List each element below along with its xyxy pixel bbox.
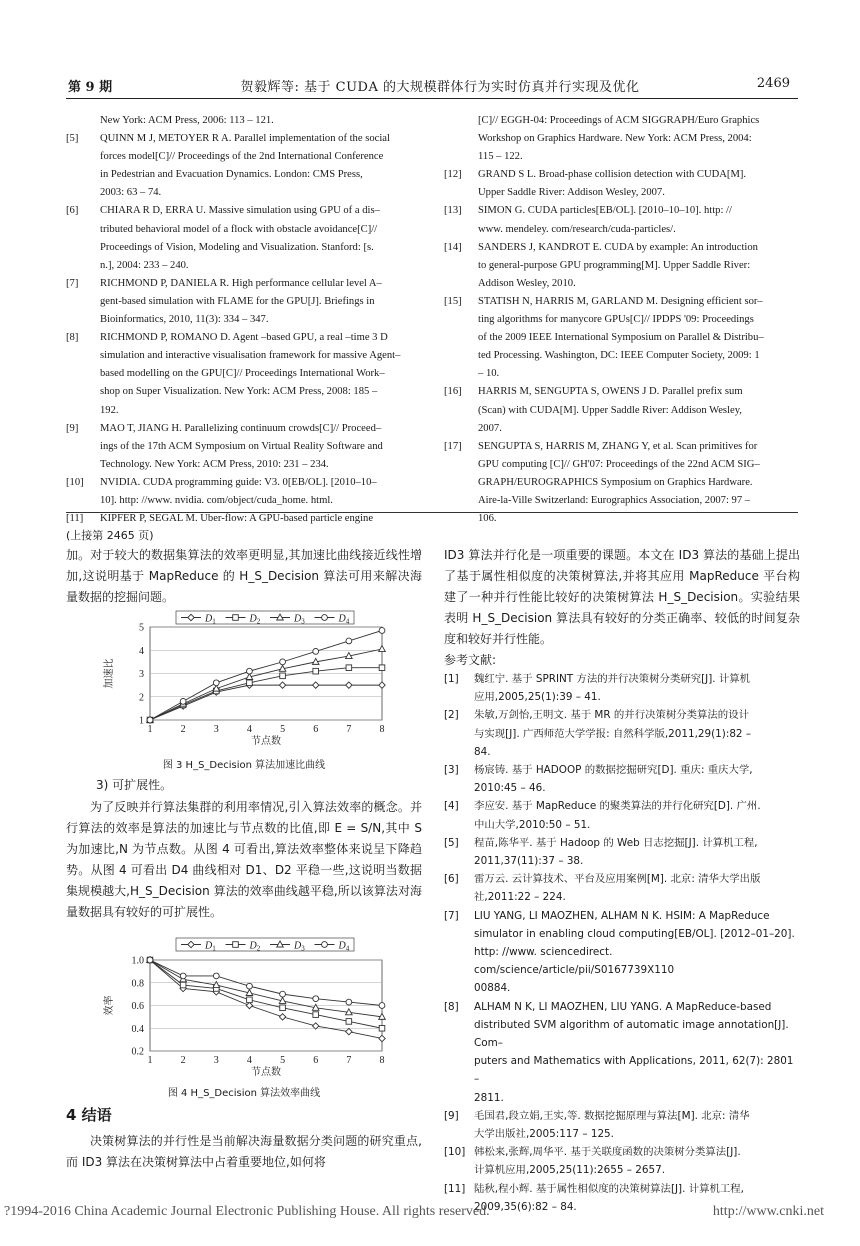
data-point (346, 1028, 352, 1034)
reference-line: 杨宸铸. 基于 HADOOP 的数据挖掘研究[D]. 重庆: 重庆大学, (474, 764, 753, 777)
reference-line: CHIARA R D, ERRA U. Massive simulation using GPU of a dis– (100, 205, 380, 217)
reference-line: http: //www. sciencedirect. com/science/article/pii/S0167739X110 (474, 946, 675, 977)
reference-line: distributed SVM algorithm of automatic image annotation[J]. Com– (474, 1018, 789, 1050)
copyright-notice: ?1994-2016 China Academic Journal Electronic Publishing House. All rights reserved. (4, 1204, 490, 1219)
data-point (247, 668, 253, 674)
reference-number: [10] (66, 476, 84, 488)
reference-entry (66, 420, 422, 474)
reference-line: [C]// EGGH-04: Proceedings of ACM SIGGRAPH/Euro Graphics (478, 115, 760, 126)
reference-line: 应用,2005,25(1):39 – 41. (474, 691, 601, 704)
data-point (147, 957, 153, 963)
y-tick-label: 1.0 (131, 955, 144, 967)
y-tick-label: 5 (139, 622, 144, 634)
legend-label: $D_1$ (205, 613, 216, 626)
data-point (313, 668, 319, 674)
figure-3-speedup-chart (102, 607, 392, 754)
references-heading: 参考文献: (444, 653, 497, 667)
reference-number: [9] (444, 1109, 459, 1122)
data-point (246, 1002, 252, 1008)
reference-line: 192. (100, 404, 119, 416)
reference-entry (66, 130, 422, 202)
legend-marker (233, 942, 239, 948)
reference-line: Upper Saddle River: Addison Wesley, 2007. (478, 187, 665, 199)
data-point (379, 682, 385, 688)
reference-number: [1] (444, 673, 459, 685)
data-point (313, 682, 319, 688)
data-point (280, 1005, 286, 1011)
reference-entry (444, 761, 800, 797)
legend-label: $D_2$ (249, 613, 261, 626)
reference-number: [7] (66, 277, 79, 289)
reference-line: based modelling on the GPU[C]// Proceedings International Work– (100, 368, 385, 380)
reference-line: 2010:45 – 46. (474, 782, 546, 795)
y-tick-label: 0.6 (131, 1001, 144, 1012)
reference-line: 115 – 122. (478, 151, 523, 163)
x-tick-label: 6 (313, 1055, 319, 1066)
reference-line: of the 2009 IEEE International Symposium on Parallel & Distribu– (478, 332, 764, 344)
data-point (379, 1025, 385, 1031)
data-point (180, 982, 186, 988)
figure-4-efficiency-chart (102, 932, 392, 1082)
reference-line: STATISH N, HARRIS M, GARLAND M. Designing efficient sor– (478, 295, 763, 307)
reference-line: SANDERS J, KANDROT E. CUDA by example: An introduction (478, 241, 758, 253)
x-tick-label: 5 (280, 724, 286, 735)
reference-line: 10]. http: //www. nvidia. com/object/cuda_home. html. (100, 494, 333, 506)
reference-line: 00884. (474, 982, 511, 995)
reference-line: GRAPH/EUROGRAPHICS Symposium on Graphics Hardware. (478, 476, 753, 488)
x-tick-label: 8 (379, 1055, 385, 1066)
reference-line: to general-purpose GPU programming[M]. Upper Saddle River: (478, 259, 751, 271)
reference-line: gent-based simulation with FLAME for the GPU[J]. Briefings in (100, 295, 375, 307)
x-tick-label: 2 (180, 1055, 186, 1066)
reference-line: www. mendeley. com/research/cuda-particles/. (478, 223, 676, 235)
reference-line: 2009,35(6):82 – 84. (474, 1200, 577, 1213)
reference-list (444, 670, 800, 1216)
reference-line: ALHAM N K, LI MAOZHEN, LIU YANG. A MapReduce-based (474, 1000, 772, 1013)
reference-number: [5] (444, 836, 459, 849)
reference-line: New York: ACM Press, 2006: 113 – 121. (100, 115, 274, 126)
reference-line: GPU computing [C]// GH'07: Proceedings of the 22nd ACM SIG– (478, 458, 760, 470)
data-point (346, 682, 352, 688)
reference-entry (66, 112, 422, 130)
data-point (346, 1019, 352, 1025)
header-rule (66, 98, 798, 99)
paragraph-efficiency: 为了反映并行算法集群的利用率情况,引入算法效率的概念。并行算法的效率是算法的加速比与节点数的比值,即 E = S/N,其中 S 为加速比,N 为节点数。从图 4 可看出,算法效率整体来说呈下降趋势。从图 4 可看出 D4 曲线相对 D1、D2 平稳一些,这说明当数据集规模越大,H_S_Decision 算法的效率曲线越平稳,所以该算法对海量数据具有较好的可扩展性。 (66, 800, 422, 919)
reference-entry (444, 1143, 800, 1179)
y-tick-label: 4 (139, 645, 144, 657)
reference-number: [2] (444, 709, 459, 722)
series-line (150, 960, 382, 1028)
reference-number: [3] (444, 764, 459, 777)
data-point (379, 1035, 385, 1041)
reference-line: Aire-la-Ville Switzerland: Eurographics Association, 2007: 97 – (478, 494, 751, 506)
reference-entry (444, 166, 800, 202)
data-point (346, 999, 352, 1005)
legend-marker (322, 615, 328, 621)
reference-line: (Scan) with CUDA[M]. Upper Saddle River: Addison Wesley, (478, 404, 742, 416)
x-tick-label: 4 (246, 1055, 252, 1066)
data-point (279, 1014, 285, 1020)
reference-number: [8] (66, 332, 79, 344)
reference-entry (444, 112, 800, 166)
x-axis-label: 节点数 (251, 1067, 281, 1078)
reference-line: 陆秋,程小辉. 基于属性相似度的决策树算法[J]. 计算机工程, (474, 1182, 744, 1195)
reference-line: KIPFER P, SEGAL M. Uber-flow: A GPU-based particle engine (100, 513, 374, 525)
x-axis-label: 节点数 (251, 736, 281, 747)
reference-line: Proceedings of Vision, Modeling and Visualization. Stanford: [s. (100, 241, 374, 253)
data-point (247, 983, 253, 989)
reference-number: [5] (66, 133, 79, 145)
reference-line: 朱敏,万剑怡,王明文. 基于 MR 的并行决策树分类算法的设计 (474, 709, 749, 722)
reference-line: 雷万云. 云计算技术、平台及应用案例[M]. 北京: 清华大学出版 (474, 873, 761, 886)
reference-line: QUINN M J, METOYER R A. Parallel implementation of the social (100, 133, 390, 145)
x-tick-label: 4 (246, 724, 252, 735)
x-tick-label: 8 (379, 724, 385, 735)
reference-entry (66, 474, 422, 510)
reference-line: 李应安. 基于 MapReduce 的聚类算法的并行化研究[D]. 广州. (474, 800, 761, 813)
x-tick-label: 3 (213, 1055, 219, 1066)
reference-number: [7] (444, 909, 459, 922)
scalability-heading: 3) 可扩展性。 (96, 778, 173, 792)
data-point (180, 699, 186, 705)
reference-number: [9] (66, 422, 79, 434)
reference-line: simulation and interactive visualisation framework for massive Agent– (100, 350, 401, 362)
reference-line: ings of the 17th ACM Symposium on Virtual Reality Software and (100, 440, 383, 452)
paragraph-speedup-conclusion: 加。对于较大的数据集算法的效率更明显,其加速比曲线接近线性增加,这说明基于 MapReduce 的 H_S_Decision 算法可用来解决海量数据的挖掘问题。 (66, 548, 422, 604)
y-tick-label: 1 (139, 715, 144, 727)
reference-entry (444, 438, 800, 528)
data-point (279, 682, 285, 688)
reference-entry (66, 202, 422, 274)
legend-marker (233, 615, 239, 621)
data-point (247, 997, 253, 1003)
data-point (147, 717, 153, 723)
data-point (247, 680, 253, 686)
reference-entry (444, 202, 800, 238)
paragraph-conclusion-start: 决策树算法的并行性是当前解决海量数据分类问题的研究重点,而 ID3 算法在决策树算法中占着重要地位,如何将 (66, 1134, 422, 1169)
data-point (379, 665, 385, 671)
data-point (180, 973, 186, 979)
series-d2 (147, 957, 385, 1031)
reference-line: 计算机应用,2005,25(11):2655 – 2657. (474, 1164, 666, 1177)
reference-entry (444, 706, 800, 761)
reference-line: GRAND S L. Broad-phase collision detection with CUDA[M]. (478, 169, 747, 181)
y-tick-label: 0.4 (131, 1023, 144, 1035)
reference-list-continued-left (66, 112, 422, 528)
data-point (313, 1012, 319, 1018)
reference-entry (444, 907, 800, 998)
reference-line: RICHMOND P, ROMANO D. Agent –based GPU, a real –time 3 D (100, 332, 388, 344)
reference-number: [6] (66, 205, 79, 217)
y-tick-label: 3 (139, 669, 144, 680)
reference-line: 毛国君,段立娟,王实,等. 数据挖掘原理与算法[M]. 北京: 清华 (474, 1109, 750, 1122)
reference-entry (444, 239, 800, 293)
reference-line: 大学出版社,2005:117 – 125. (474, 1128, 614, 1141)
reference-line: NVIDIA. CUDA programming guide: V3. 0[EB/OL]. [2010–10– (100, 476, 377, 488)
reference-line: 与实现[J]. 广西师范大学学报: 自然科学版,2011,29(1):82 – (474, 727, 752, 740)
series-line (150, 668, 382, 720)
reference-line: 中山大学,2010:50 – 51. (474, 818, 591, 831)
reference-number: [17] (444, 440, 462, 452)
legend-label: $D_1$ (205, 940, 216, 953)
data-point (313, 996, 319, 1002)
reference-number: [14] (444, 241, 462, 253)
reference-line: 2011,37(11):37 – 38. (474, 855, 584, 868)
section-separator (66, 512, 798, 513)
reference-number: [11] (66, 513, 84, 525)
reference-entry (444, 293, 800, 383)
reference-entry (444, 998, 800, 1107)
reference-line: 魏红宁. 基于 SPRINT 方法的并行决策树分类研究[J]. 计算机 (474, 673, 751, 685)
reference-number: [10] (444, 1146, 466, 1159)
reference-number: [13] (444, 205, 462, 217)
y-tick-label: 2 (139, 692, 144, 704)
reference-line: Bioinformatics, 2010, 11(3): 334 – 347. (100, 314, 269, 326)
reference-line: HARRIS M, SENGUPTA S, OWENS J D. Parallel prefix sum (478, 386, 743, 398)
issue-number: 第 9 期 (68, 80, 113, 95)
legend-label: $D_2$ (249, 940, 261, 953)
reference-list-continued-right (444, 112, 800, 528)
reference-line: 2811. (474, 1091, 504, 1104)
reference-line: 106. (478, 513, 497, 525)
reference-line: shop on Super Visualization. New York: ACM Press, 2008: 185 – (100, 386, 378, 398)
data-point (379, 628, 385, 634)
legend-label: $D_3$ (294, 613, 305, 626)
reference-number: [11] (444, 1182, 466, 1195)
reference-line: puters and Mathematics with Applications, 2011, 62(7): 2801 – (474, 1055, 794, 1086)
reference-line: ted Processing. Washington, DC: IEEE Computer Society, 2009: 1 (478, 350, 760, 362)
data-point (213, 680, 219, 686)
reference-line: tributed behavioral model of a flock with obstacle avoidance[C]// (100, 223, 378, 235)
data-point (346, 638, 352, 644)
section-4-title: 4 结语 (66, 1106, 112, 1124)
reference-line: in Pedestrian and Evacuation Dynamics. London: CMS Press, (100, 169, 363, 181)
x-tick-label: 6 (313, 724, 319, 735)
x-tick-label: 1 (147, 1055, 153, 1066)
data-point (280, 659, 286, 665)
reference-line: 韩松来,张辉,周华平. 基于关联度函数的决策树分类算法[J]. (474, 1146, 741, 1159)
y-axis-label: 效率 (104, 995, 115, 1016)
legend-marker (322, 942, 328, 948)
reference-entry (444, 834, 800, 870)
x-tick-label: 3 (213, 724, 219, 735)
x-tick-label: 5 (280, 1055, 286, 1066)
data-point (280, 673, 286, 679)
y-axis-label: 加速比 (104, 658, 115, 689)
reference-line: Technology. New York: ACM Press, 2010: 231 – 234. (100, 458, 329, 470)
reference-line: n.], 2004: 233 – 240. (100, 259, 189, 271)
reference-entry (444, 1107, 800, 1143)
reference-line: 社,2011:22 – 224. (474, 891, 566, 904)
figure-4-caption: 图 4 H_S_Decision 算法效率曲线 (167, 1088, 321, 1099)
data-point (379, 646, 386, 652)
reference-number: [15] (444, 295, 462, 307)
reference-entry (444, 797, 800, 833)
reference-line: 84. (474, 745, 491, 758)
reference-line: – 10. (478, 368, 500, 380)
reference-line: LIU YANG, LI MAOZHEN, ALHAM N K. HSIM: A MapReduce (474, 909, 770, 922)
running-title: 贺毅辉等: 基于 CUDA 的大规模群体行为实时仿真并行实现及优化 (240, 80, 640, 95)
reference-line: simulator in enabling cloud computing[EB/OL]. [2012–01–20]. (474, 927, 795, 940)
x-tick-label: 1 (147, 724, 153, 735)
legend-label: $D_4$ (338, 940, 350, 953)
paragraph-conclusion-continued: ID3 算法并行化是一项重要的课题。本文在 ID3 算法的基础上提出了基于属性相似度的决策树算法,并将其应用 MapReduce 平台构建了一种并行性能比较好的决策树算法 H_S_Decision。实验结果表明 H_S_Decision 算法具有较好的分类正确率、较低的时间复杂度和较好并行性能。 (444, 548, 800, 646)
data-point (346, 665, 352, 671)
reference-number: [16] (444, 386, 462, 398)
page-number: 2469 (756, 76, 790, 91)
y-tick-label: 0.8 (131, 978, 144, 990)
reference-line: 2007. (478, 422, 502, 434)
reference-line: RICHMOND P, DANIELA R. High performance cellular level A– (100, 277, 382, 289)
data-point (280, 991, 286, 997)
reference-line: 程苗,陈华平. 基于 Hadoop 的 Web 日志挖掘[J]. 计算机工程, (474, 836, 758, 849)
reference-line: ting algorithms for manycore GPUs[C]// IPDPS '09: Proceedings (478, 314, 754, 326)
reference-line: SIMON G. CUDA particles[EB/OL]. [2010–10–10]. http: // (478, 205, 732, 217)
reference-number: [4] (444, 800, 459, 813)
data-point (213, 973, 219, 979)
x-tick-label: 2 (180, 724, 186, 735)
running-header (0, 0, 860, 100)
reference-entry (66, 275, 422, 329)
reference-number: [12] (444, 169, 462, 181)
reference-number: [6] (444, 873, 459, 886)
reference-entry (444, 383, 800, 437)
reference-entry (444, 870, 800, 906)
reference-line: Workshop on Graphics Hardware. New York: ACM Press, 2004: (478, 133, 752, 145)
data-point (313, 649, 319, 655)
reference-entry (444, 670, 800, 706)
reference-entry (66, 329, 422, 419)
reference-line: SENGUPTA S, HARRIS M, ZHANG Y, et al. Scan primitives for (478, 440, 758, 452)
reference-line: Addison Wesley, 2010. (478, 277, 576, 289)
data-point (379, 1003, 385, 1009)
reference-line: MAO T, JIANG H. Parallelizing continuum crowds[C]// Proceed– (100, 422, 382, 434)
legend-label: $D_3$ (294, 940, 305, 953)
legend-label: $D_4$ (338, 613, 350, 626)
continued-note: (上接第 2465 页) (66, 529, 154, 542)
x-tick-label: 7 (346, 724, 352, 735)
reference-number: [8] (444, 1000, 459, 1013)
x-tick-label: 7 (346, 1055, 352, 1066)
y-tick-label: 0.2 (131, 1046, 144, 1058)
reference-line: forces model[C]// Proceedings of the 2nd International Conference (100, 151, 384, 163)
figure-3-caption: 图 3 H_S_Decision 算法加速比曲线 (162, 760, 326, 771)
cnki-url: http://www.cnki.net (712, 1204, 824, 1219)
reference-line: 2003: 63 – 74. (100, 187, 162, 199)
